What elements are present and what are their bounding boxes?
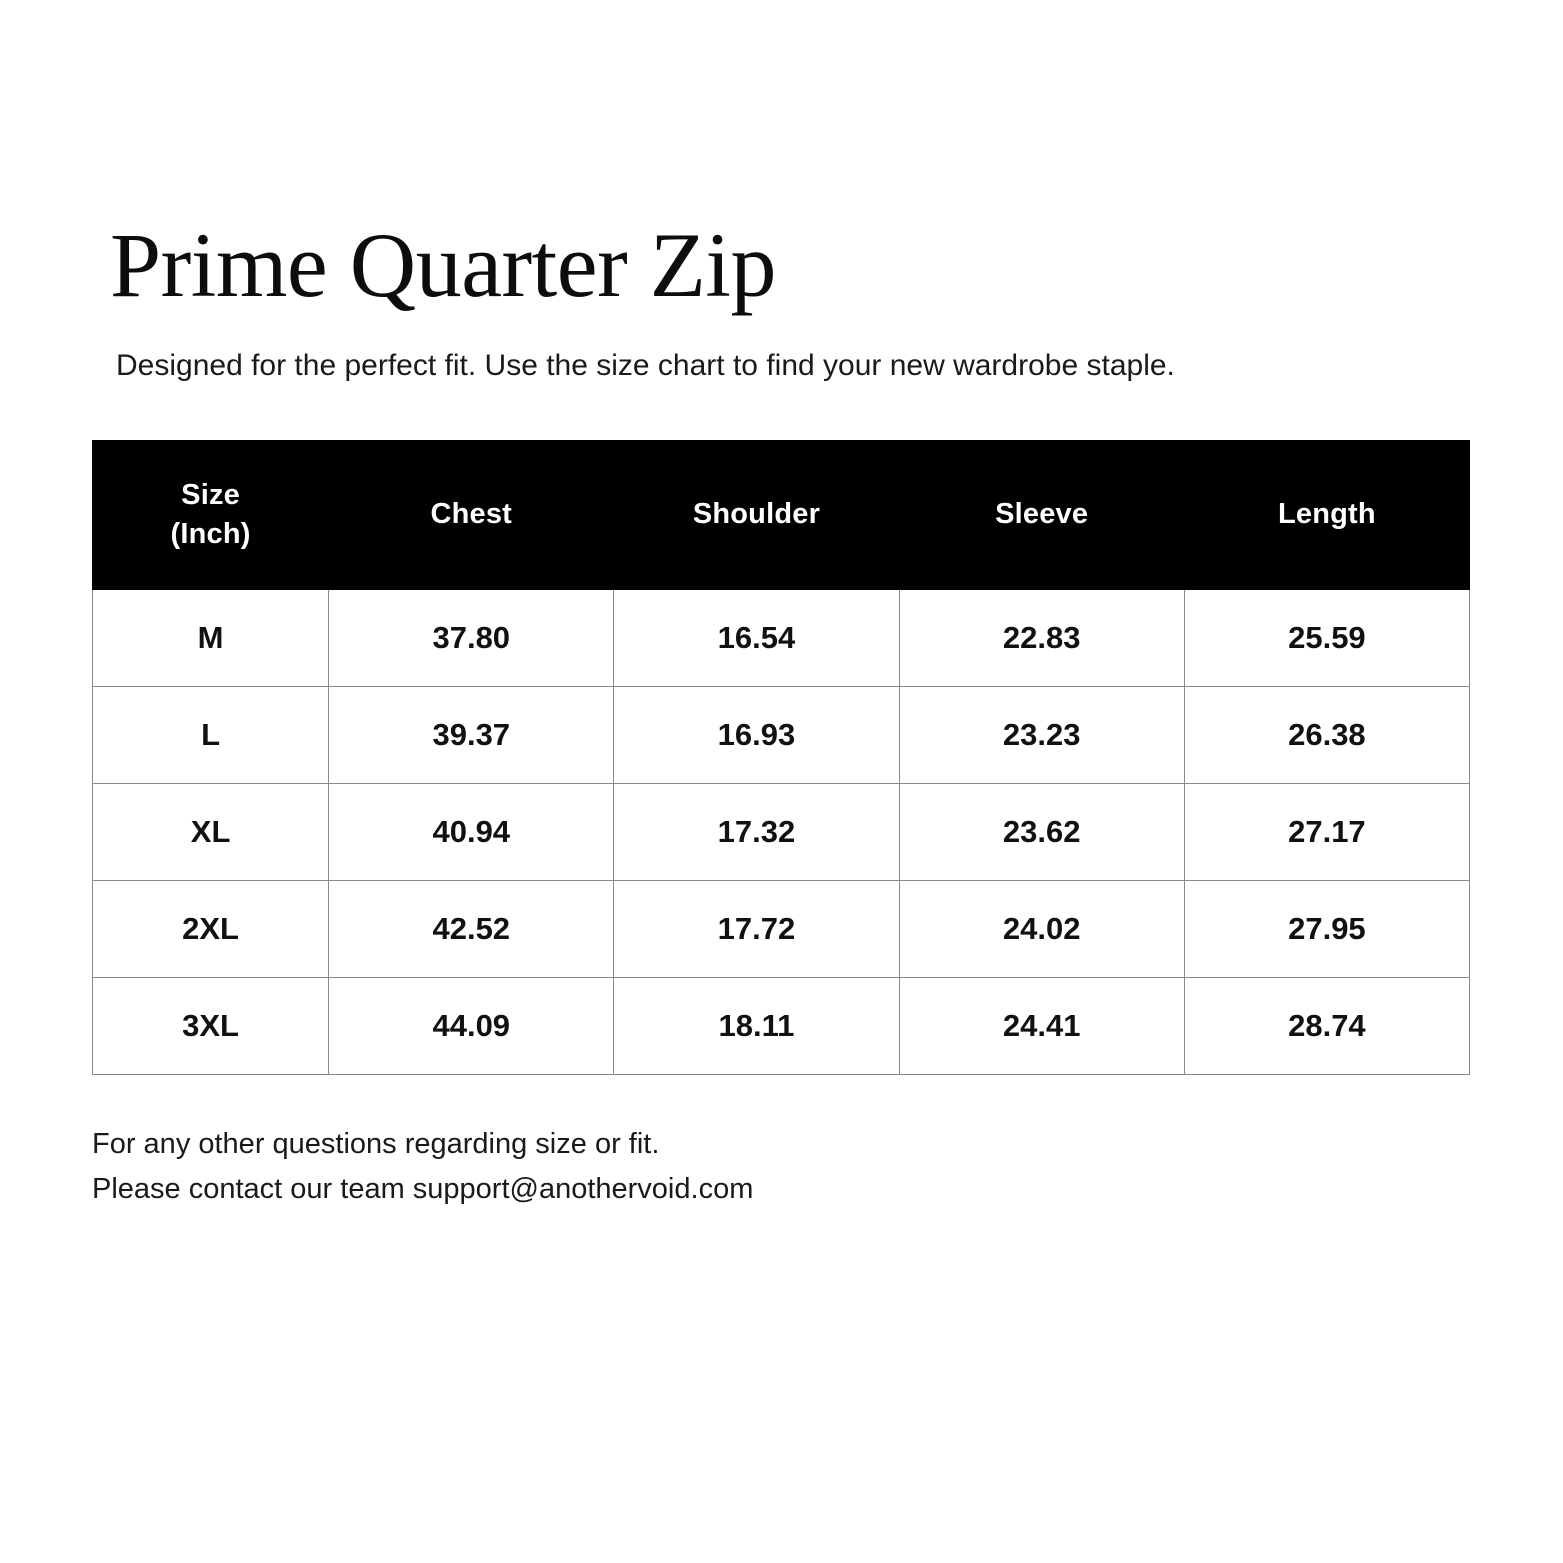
cell-length: 25.59 — [1184, 590, 1469, 687]
cell-size: M — [93, 590, 329, 687]
cell-length: 27.95 — [1184, 881, 1469, 978]
cell-chest: 42.52 — [329, 881, 614, 978]
table-row — [93, 784, 1470, 881]
cell-shoulder: 17.32 — [614, 784, 899, 881]
cell-size: XL — [93, 784, 329, 881]
footer-contact — [92, 1122, 753, 1212]
table-header-row — [93, 441, 1470, 590]
column-header-chest: Chest — [329, 441, 614, 590]
cell-shoulder: 17.72 — [614, 881, 899, 978]
column-header-size — [93, 441, 329, 590]
footer-line-2: Please contact our team support@anothervoid.com — [92, 1172, 754, 1205]
cell-shoulder: 16.93 — [614, 687, 899, 784]
cell-chest: 39.37 — [329, 687, 614, 784]
cell-length: 27.17 — [1184, 784, 1469, 881]
column-header-size-line2: (Inch) — [170, 518, 251, 550]
page-title: Prime Quarter Zip — [110, 213, 776, 316]
cell-sleeve: 24.41 — [899, 978, 1184, 1075]
cell-shoulder: 18.11 — [614, 978, 899, 1075]
footer-line-1: For any other questions regarding size or fit. — [92, 1128, 660, 1160]
table-row — [93, 687, 1470, 784]
cell-length: 28.74 — [1184, 978, 1469, 1075]
cell-size: 2XL — [93, 881, 329, 978]
cell-size: L — [93, 687, 329, 784]
size-chart-table — [92, 440, 1470, 1075]
page-subtitle: Designed for the perfect fit. Use the size chart to find your new wardrobe staple. — [116, 349, 1175, 382]
cell-chest: 37.80 — [329, 590, 614, 687]
cell-sleeve: 23.23 — [899, 687, 1184, 784]
cell-sleeve: 24.02 — [899, 881, 1184, 978]
table-row — [93, 978, 1470, 1075]
cell-sleeve: 22.83 — [899, 590, 1184, 687]
cell-size: 3XL — [93, 978, 329, 1075]
table-body — [93, 590, 1470, 1075]
cell-length: 26.38 — [1184, 687, 1469, 784]
table-row — [93, 881, 1470, 978]
column-header-size-line1: Size — [181, 478, 240, 511]
column-header-length: Length — [1184, 441, 1469, 590]
table-header — [93, 441, 1470, 590]
cell-chest: 44.09 — [329, 978, 614, 1075]
column-header-sleeve: Sleeve — [899, 441, 1184, 590]
cell-sleeve: 23.62 — [899, 784, 1184, 881]
column-header-shoulder: Shoulder — [614, 441, 899, 590]
table-row — [93, 590, 1470, 687]
cell-chest: 40.94 — [329, 784, 614, 881]
cell-shoulder: 16.54 — [614, 590, 899, 687]
